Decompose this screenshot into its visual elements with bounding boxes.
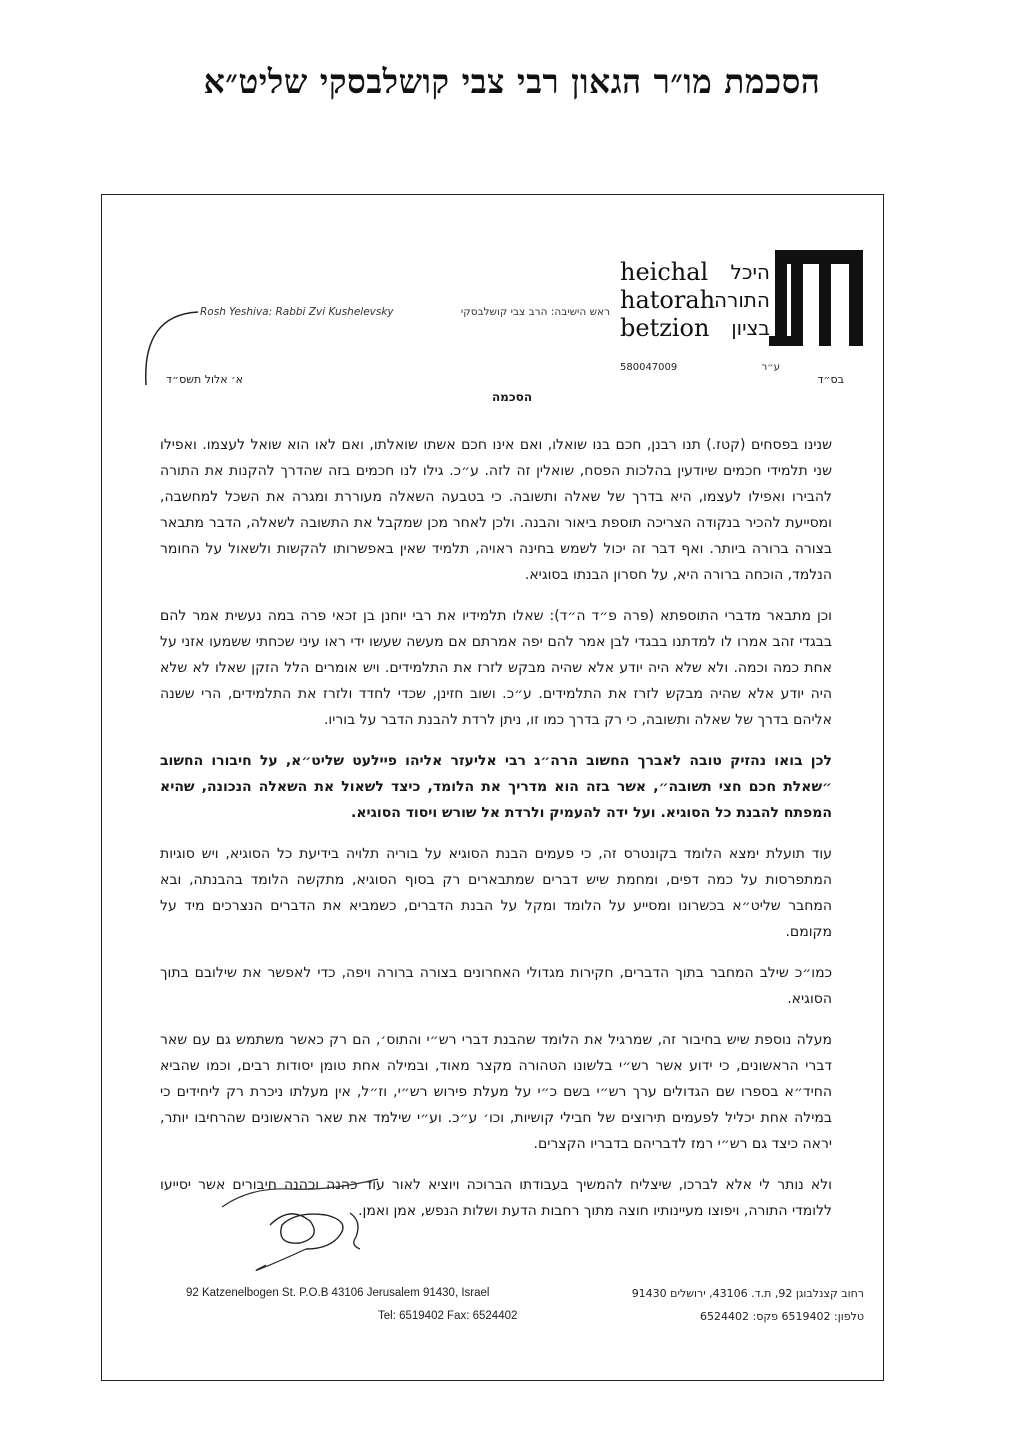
letter-heading: הסכמה	[491, 390, 533, 404]
paragraph-5: כמו״כ שילב המחבר בתוך הדברים, חקירות מגדולי האחרונים בצורה ברורה ויפה, כדי לאפשר את שילובם בתוך הסוגיא.	[160, 965, 832, 1007]
letter-body	[160, 432, 832, 1239]
registration-number	[620, 362, 780, 373]
letterhead-hebrew-1: היכל	[730, 260, 770, 284]
address-hebrew: רחוב קצנלבוגן 92, ת.ד. 43106, ירושלים 91430	[631, 1287, 864, 1300]
paragraph-2: וכן מתבאר מדברי התוספתא (פרה פ״ד ה״ד): שאלו תלמידיו את רבי יוחנן בן זכאי פרה במה נעשית אמר להם בבגדי זהב אמרו לו למדתנו בבגדי לבן אמר להם יפה אמרתם אם מעשה שעשו ידי ראו עיני שכחתי ששמעו אזני על אחת כמה וכמה. ולא שלא היה יודע אלא שהיה מבקש לזרז את התלמידים. ויש אומרים הלל הזקן שאלו לא שלא היה יודע אלא שהיה מבקש לזרז את התלמידים. ע״כ. ושוב חזינן, שכדי לחדד ולזרז את התלמידים, הרי ששנה אליהם בדרך של שאלה ותשובה, כי רק בדרך כמו זו, ניתן לרדת להבנת הדבר על בוריו.	[160, 608, 832, 728]
letter-date: א׳ אלול תשס״ד	[166, 373, 244, 386]
bsd-mark: בס״ד	[817, 373, 844, 386]
paragraph-6: מעלה נוספת שיש בחיבור זה, שמרגיל את הלומד שהבנת דברי רש״י והתוס׳, הם רק כאשר משתמש גם עם שאר דברי הראשונים, כי ידוע אשר רש״י בלשונו הטהורה מקצר מאוד, ובמילה אחת טומן יסודות רבים, וכמו שהביא החיד״א בספרו שם הגדולים ערך רש״י בשם כ״י על מעלת פירוש רש״י, וז״ל, אין מעלתו ניכרת רק ליחידים כי במילה אחת יכליל לפעמים תירוצים של חבילי קושיות, וכו׳ ע״כ. וע״י שילמד את שאר הראשונים שהרחיבו יותר, יראה כיצד גם רש״י רמז לדבריהם בדבריו הקצרים.	[160, 1032, 832, 1152]
paragraph-7: ולא נותר לי אלא לברכו, שיצליח להמשיך בעבודתו הברוכה ויוציא לאור עוד כהנה וכהנה חיבורים אשר יסייעו ללומדי התורה, ויפוצו מעיינותיו חוצה מתוך רחבות הדעת ושלות הנפש, אמן ואמן.	[160, 1177, 832, 1219]
phone-english: Tel: 6519402 Fax: 6524402	[378, 1310, 518, 1322]
yeshiva-logo-icon	[769, 250, 869, 346]
signature-mark	[210, 1165, 400, 1275]
registration-number-value: 580047009	[620, 362, 678, 373]
letterhead-hebrew-2: התורה	[713, 288, 770, 312]
page-title: הסכמת מו״ר הגאון רבי צבי קושלבסקי שליט״א	[203, 62, 821, 101]
letterhead-hebrew-3: בציון	[731, 316, 770, 340]
rosh-yeshiva-line	[200, 306, 610, 318]
address-english: 92 Katzenelbogen St. P.O.B 43106 Jerusalem 91430, Israel	[186, 1287, 490, 1299]
letterhead-latin-2: hatorah	[620, 286, 716, 314]
rosh-yeshiva-hebrew: ראש הישיבה: הרב צבי קושלבסקי	[460, 306, 610, 318]
paragraph-1: שנינו בפסחים (קטז.) תנו רבנן, חכם בנו שואלו, ואם אינו חכם אשתו שואלתו, ואם לאו הוא שואל לעצמו. ואפילו שני תלמידי חכמים שיודעין בהלכות הפסח, שואלין זה לזה. ע״כ. גילו לנו חכמים בזה שהדרך להקנות את התורה להבירו ואפילו לעצמו, היא בדרך של שאלה ותשובה. כי בטבעה השאלה מעוררת ומגרה את השכל למחשבה, ומסייעת להכיר בנקודה הצריכה תוספת ביאור והבנה. ולכן לאחר מכן שמקבל את התשובה לשאלה, הדבר מתבאר בצורה ברורה ביותר. ואף דבר זה יכול לשמש בחינה ראויה, תלמיד שאין באפשרותו להקשות ולשאול על החומר הנלמד, הוכחה ברורה היא, על חסרון הבנתו בסוגיא.	[160, 437, 832, 583]
letterhead-latin-3: betzion	[620, 314, 710, 342]
paragraph-3: לכן בואו נהזיק טובה לאברך החשוב הרה״ג רבי אליעזר אליהו פיילעט שליט״א, על חיבורו החשוב ״שאלת חכם חצי תשובה״, אשר בזה הוא מדריך את הלומד, כיצד לשאול את השאלה הנכונה, שהיא המפתח להבנת כל הסוגיא. ועל ידה להעמיק ולרדת אל שורש ויסוד הסוגיא.	[160, 753, 832, 821]
paragraph-4: עוד תועלת ימצא הלומד בקונטרס זה, כי פעמים הבנת הסוגיא על בוריה תלויה בידיעת כל הסוגיא, ויש סוגיות המתפרסות על כמה דפים, ומחמת שיש דברים שמתבארים רק בסוף הסוגיא, מתקשה הלומד בהבנתה, ובא המחבר שליט״א בכשרונו ומסייע על הלומד ומקל על הבנת הדברים, כשמביא את הדברים הנצרכים מיד על מקומם.	[160, 846, 832, 940]
phone-hebrew: טלפון: 6519402 פקס: 6524402	[700, 1310, 864, 1323]
registration-label: ע״ר	[761, 362, 780, 373]
rosh-yeshiva-english: Rosh Yeshiva: Rabbi Zvi Kushelevsky	[200, 306, 394, 318]
letterhead-latin-1: heichal	[620, 258, 709, 286]
